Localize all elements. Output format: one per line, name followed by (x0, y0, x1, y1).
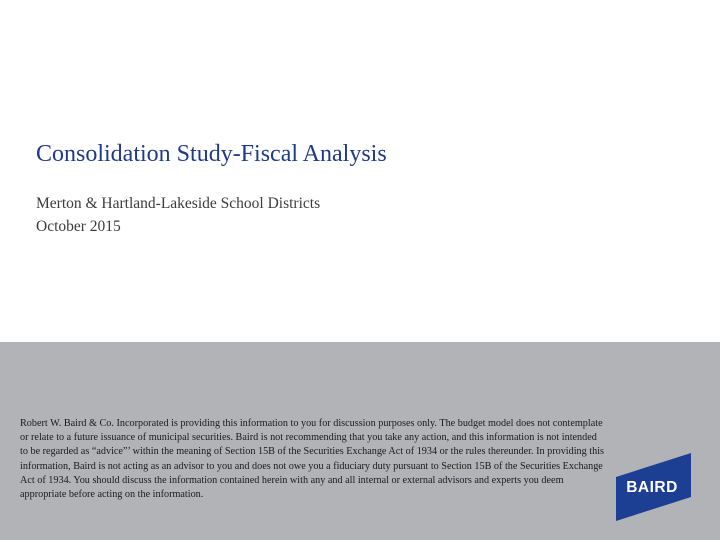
footer-band (0, 342, 720, 540)
subtitle-districts: Merton & Hartland-Lakeside School Districts (36, 195, 321, 212)
subtitle-date: October 2015 (36, 218, 121, 235)
baird-logo (616, 453, 691, 521)
disclaimer-text: Robert W. Baird & Co. Incorporated is providing this information to you for discussion purposes only. The budget model does not contemplate or relate to a future issuance of municipal securities. Baird is not recommending that you take any action, and this information is not intended to be regarded as “advice”’ within the meaning of Section 15B of the Securities Exchange Act of 1934 or the rules thereunder. In providing this information, Baird is not acting as an advisor to you and does not owe you a fiduciary duty pursuant to Section 15B of the Securities Exchange Act of 1934. You should discuss the information contained herein with any and all internal or external advisors and experts you deem appropriate before acting on the information. (20, 418, 605, 501)
logo-text: BAIRD (626, 479, 678, 496)
slide-title: Consolidation Study-Fiscal Analysis (36, 141, 387, 167)
slide-subtitle (36, 192, 320, 238)
